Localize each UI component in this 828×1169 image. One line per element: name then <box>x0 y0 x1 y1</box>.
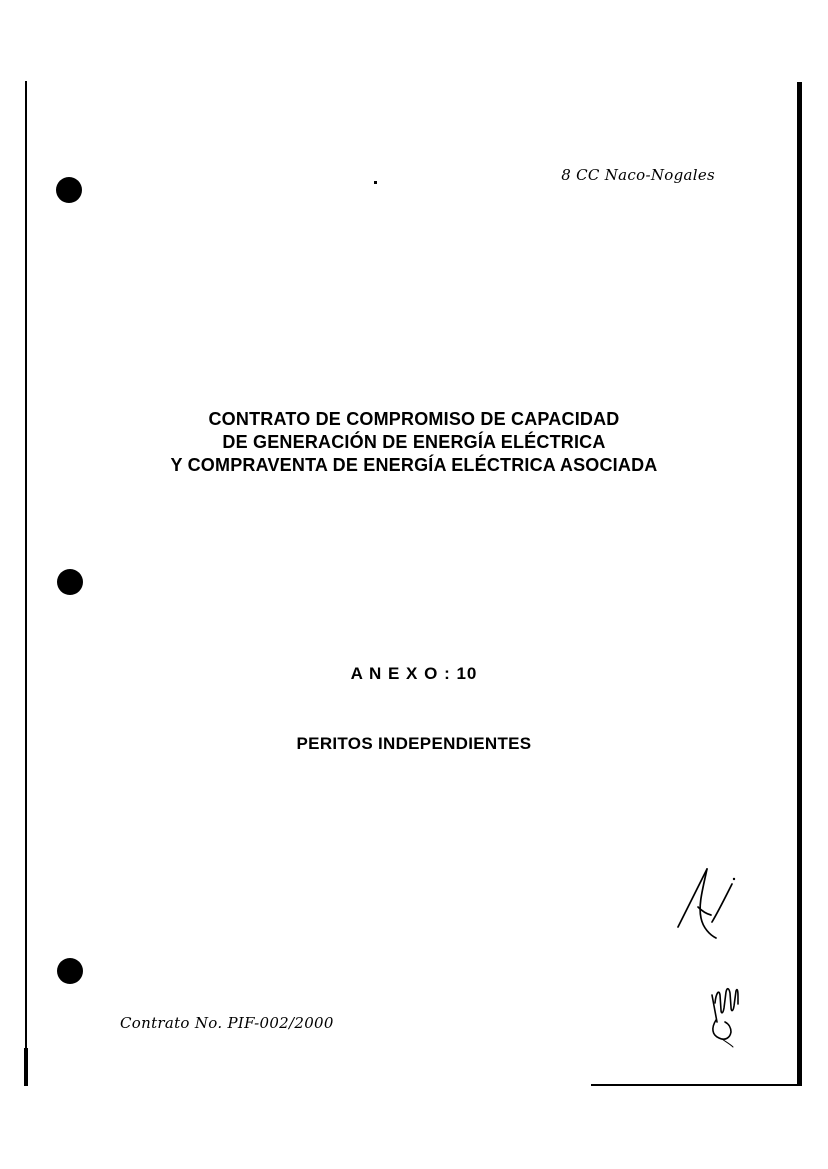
document-title <box>0 408 828 477</box>
punch-hole-top <box>56 177 82 203</box>
scan-edge-left-line-bottom <box>24 1048 28 1086</box>
scan-speck <box>374 181 377 184</box>
document-title-line3: Y COMPRAVENTA DE ENERGÍA ELÉCTRICA ASOCIADA <box>170 455 658 475</box>
punch-hole-middle <box>57 569 83 595</box>
punch-hole-bottom <box>57 958 83 984</box>
document-subtitle: PERITOS INDEPENDIENTES <box>296 734 532 753</box>
scan-edge-right-line <box>797 82 802 1086</box>
document-title-line2: DE GENERACIÓN DE ENERGÍA ELÉCTRICA <box>222 432 606 452</box>
header-annotation: 8 CC Naco-Nogales <box>561 166 715 184</box>
annex-label: A N E X O : 10 <box>350 664 478 683</box>
scan-edge-left-line <box>25 81 27 1086</box>
signature-initial-mark <box>655 850 750 955</box>
document-title-line1: CONTRATO DE COMPROMISO DE CAPACIDAD <box>208 409 620 429</box>
signature-scribble-mark <box>693 978 755 1050</box>
contract-number: Contrato No. PIF-002/2000 <box>120 1014 334 1032</box>
scan-edge-bottom-line <box>591 1084 802 1086</box>
